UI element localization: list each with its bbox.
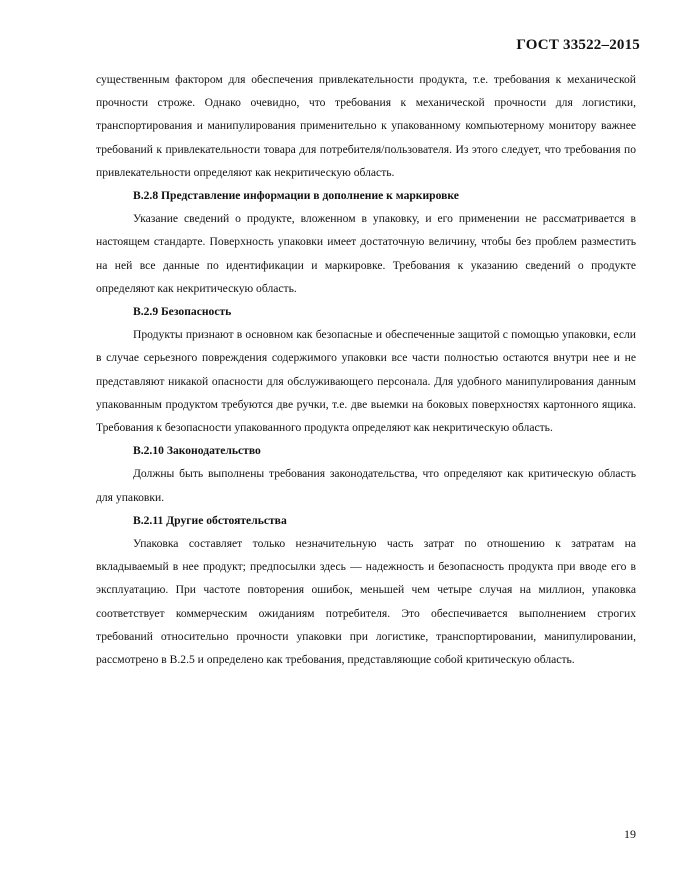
document-body	[96, 68, 636, 671]
section-heading-b29: В.2.9 Безопасность	[133, 305, 232, 319]
section-heading-b210: В.2.10 Законодательство	[133, 444, 261, 458]
paragraph-b210: Должны быть выполнены требования законодательства, что определяют как критическую область для упаковки.	[96, 467, 636, 504]
document-header: ГОСТ 33522–2015	[516, 37, 640, 53]
page-number: 19	[624, 827, 636, 841]
section-heading-b28: В.2.8 Представление информации в дополнение к маркировке	[133, 189, 459, 203]
paragraph-b29: Продукты признают в основном как безопасные и обеспеченные защитой с помощью упаковки, если в случае серьезного повреждения содержимого упаковки все части полностью остаются внутри нее и не представляют никакой опасности для обслуживающего персонала. Для удобного манипулирования данным упакованным продуктом требуются две ручки, т.е. две выемки на боковых поверхностях картонного ящика. Требования к безопасности упакованного продукта определяют как некритическую область.	[96, 328, 636, 435]
paragraph-b28: Указание сведений о продукте, вложенном в упаковку, и его применении не рассматривается в настоящем стандарте. Поверхность упаковки имеет достаточную величину, чтобы без проблем разместить на ней все данные по идентификации и маркировке. Требования к указанию сведений о продукте определяют как некритическую область.	[96, 212, 636, 295]
paragraph-b211: Упаковка составляет только незначительную часть затрат по отношению к затратам на вкладываемый в нее продукт; предпосылки здесь — надежность и безопасность продукта при вводе его в эксплуатацию. При частоте повторения ошибок, меньшей чем четыре случая на миллион, упаковка соответствует коммерческим ожиданиям потребителя. Это обеспечивается выполнением строгих требований относительно прочности упаковки при логистике, транспортировании, манипулировании, рассмотрено в В.2.5 и определено как требования, представляющие собой критическую область.	[96, 537, 636, 667]
paragraph-continuation: существенным фактором для обеспечения привлекательности продукта, т.е. требования к механической прочности строже. Однако очевидно, что требования к механической прочности для логистики, транспортирования и манипулирования применительно к упакованному компьютерному монитору важнее требований к привлекательности товара для потребителя/пользователя. Из этого следует, что требования по привлекательности определяют как некритическую область.	[96, 73, 636, 179]
section-heading-b211: В.2.11 Другие обстоятельства	[133, 513, 287, 527]
